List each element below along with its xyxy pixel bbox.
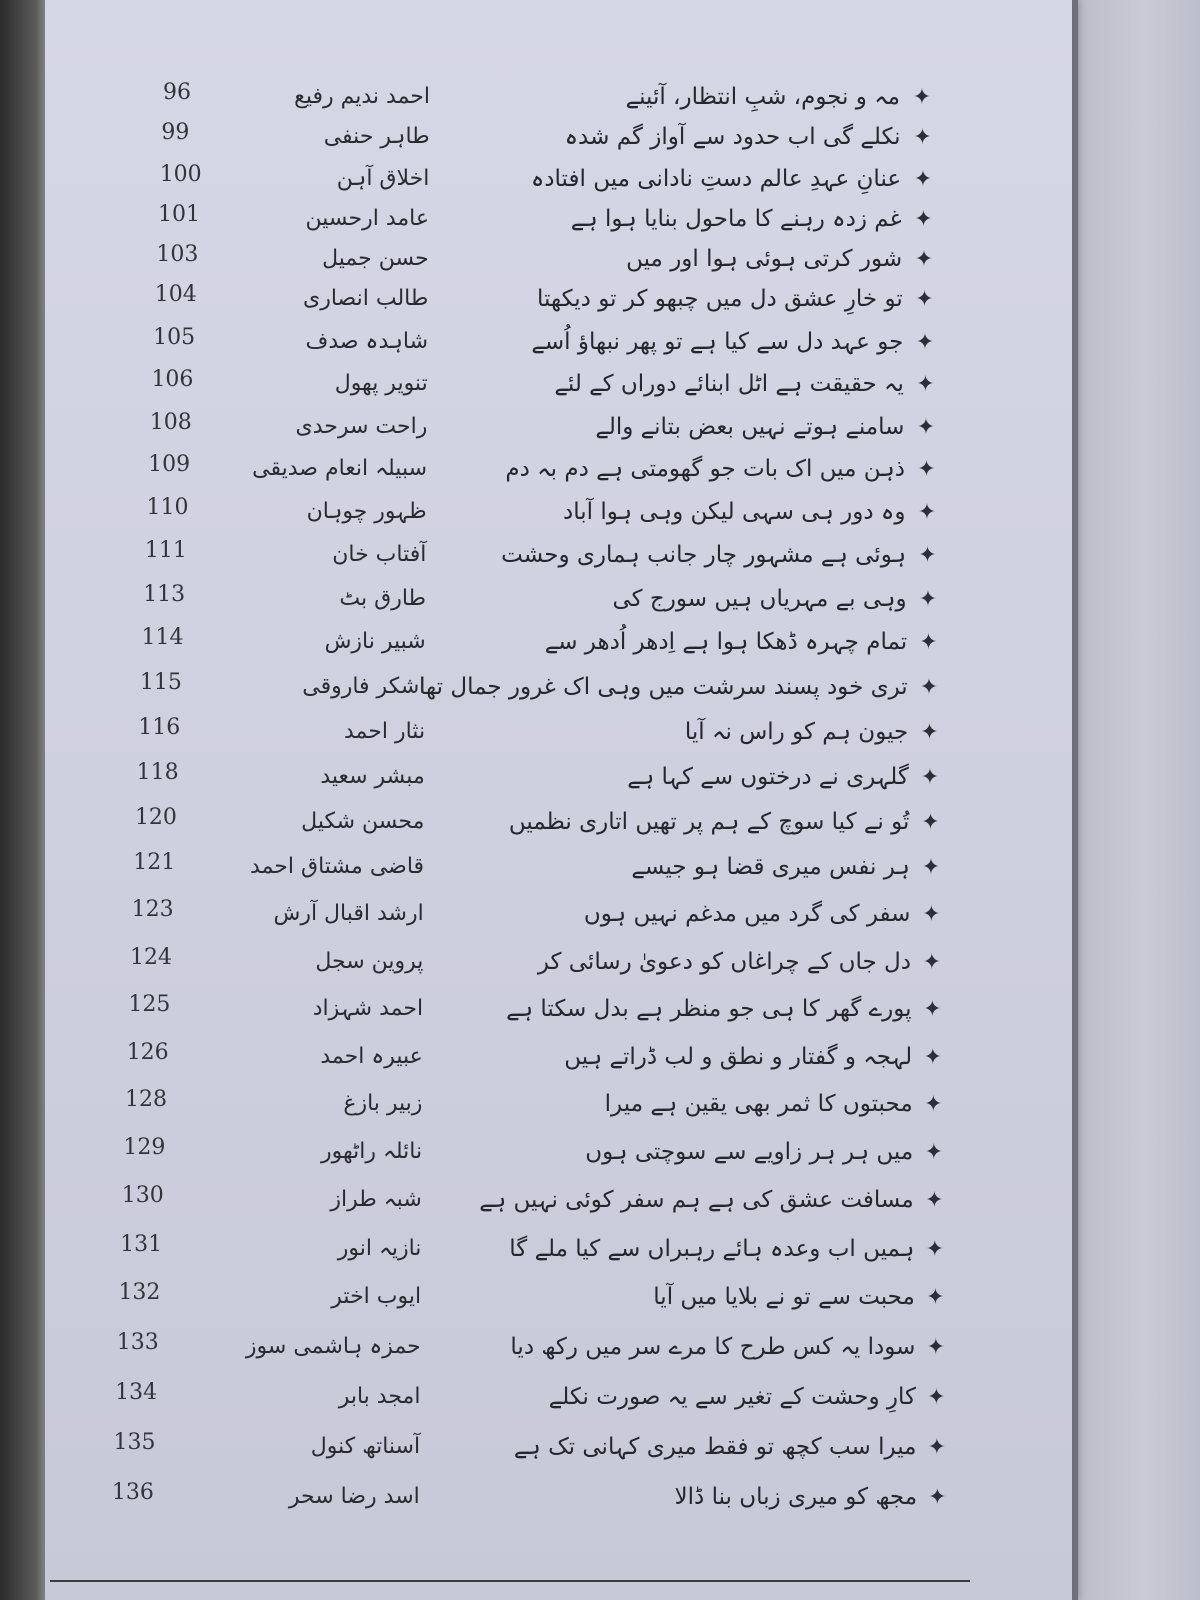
entry-page-number: 116 xyxy=(138,715,181,740)
entry-author: طاہر حنفی xyxy=(323,124,430,149)
entry-author: ارشد اقبال آرش xyxy=(273,901,424,926)
star-bullet-icon: ✦ xyxy=(927,1435,947,1460)
entry-page-number: 96 xyxy=(163,80,191,105)
entry-author: اخلاق آہن xyxy=(336,166,430,191)
toc-entry xyxy=(45,536,1045,580)
star-bullet-icon: ✦ xyxy=(914,247,934,272)
toc-entry xyxy=(45,713,1045,757)
star-bullet-icon: ✦ xyxy=(912,85,932,110)
entry-title: یہ حقیقت ہے اٹل ابنائے دوراں کے لئے xyxy=(554,371,904,397)
toc-entry xyxy=(45,280,1045,324)
entry-page-number: 100 xyxy=(159,162,202,187)
entry-author: شبہ طراز xyxy=(330,1187,422,1212)
entry-author: نثار احمد xyxy=(344,719,426,744)
entry-title: جیون ہم کو راس نہ آیا xyxy=(684,719,909,745)
toc-entry xyxy=(45,1133,1045,1177)
entry-page-number: 111 xyxy=(144,538,187,563)
star-bullet-icon: ✦ xyxy=(917,457,936,482)
entry-title: سفر کی گرد میں مدغم نہیں ہوں xyxy=(583,901,911,927)
entry-page-number: 125 xyxy=(128,992,171,1017)
toc-entry xyxy=(45,623,1045,667)
entry-page-number: 132 xyxy=(118,1280,161,1305)
toc-entry xyxy=(45,758,1045,802)
entry-author: عبیرہ احمد xyxy=(320,1044,423,1069)
star-bullet-icon: ✦ xyxy=(915,330,935,355)
star-bullet-icon: ✦ xyxy=(919,630,938,655)
star-bullet-icon: ✦ xyxy=(917,500,937,525)
star-bullet-icon: ✦ xyxy=(919,675,939,700)
toc-entry xyxy=(45,1328,1045,1372)
toc-entry xyxy=(45,1085,1045,1129)
entry-title: پورے گھر کا ہی جو منظر ہے بدل سکتا ہے xyxy=(506,996,912,1022)
entry-author: نازیہ انور xyxy=(337,1236,422,1261)
star-bullet-icon: ✦ xyxy=(913,125,932,150)
toc-entry xyxy=(45,365,1045,409)
entry-title: غم زدہ رہنے کا ماحول بنایا ہوا ہے xyxy=(570,206,902,232)
entry-author: امجد بابر xyxy=(338,1384,421,1409)
toc-entry xyxy=(45,580,1045,624)
entry-page-number: 121 xyxy=(133,850,176,875)
entry-page-number: 105 xyxy=(153,325,196,350)
entry-author: تنویر پھول xyxy=(334,371,428,396)
entry-title: محبتوں کا ثمر بھی یقین ہے میرا xyxy=(604,1091,913,1117)
toc-entry xyxy=(45,848,1045,892)
star-bullet-icon: ✦ xyxy=(913,167,933,192)
toc-entry xyxy=(45,323,1045,367)
toc-entry xyxy=(45,803,1045,847)
toc-entry xyxy=(45,160,1045,204)
entry-author: اشکر فاروقی xyxy=(302,674,426,699)
entry-page-number: 110 xyxy=(146,495,189,520)
star-bullet-icon: ✦ xyxy=(914,207,933,232)
star-bullet-icon: ✦ xyxy=(925,1237,945,1262)
entry-title: دل جاں کے چراغاں کو دعویٰ رسائی کر xyxy=(537,949,911,975)
entry-page-number: 131 xyxy=(120,1232,163,1257)
toc-entry xyxy=(45,943,1045,987)
entry-page-number: 104 xyxy=(154,282,197,307)
entry-title: گلہری نے درختوں سے کہا ہے xyxy=(627,764,909,790)
bottom-rule xyxy=(50,1580,970,1582)
entry-author: عامد ارحسین xyxy=(305,206,430,231)
entry-page-number: 123 xyxy=(131,897,174,922)
entry-author: احمد ندیم رفیع xyxy=(294,84,430,109)
entry-author: محسن شکیل xyxy=(301,809,425,834)
entry-page-number: 99 xyxy=(161,120,190,145)
star-bullet-icon: ✦ xyxy=(918,543,937,568)
entry-author: شبیر نازش xyxy=(324,629,426,654)
entry-page-number: 103 xyxy=(156,242,199,267)
star-bullet-icon: ✦ xyxy=(915,287,934,312)
entry-page-number: 126 xyxy=(126,1040,169,1065)
entry-page-number: 130 xyxy=(121,1183,164,1208)
entry-author: طارق بٹ xyxy=(339,586,427,611)
entry-page-number: 101 xyxy=(158,202,201,227)
toc-entry xyxy=(45,668,1045,712)
toc-entry xyxy=(45,408,1045,452)
entry-page-number: 109 xyxy=(148,452,191,477)
toc-entry xyxy=(45,1230,1045,1274)
entry-author: حسن جمیل xyxy=(322,246,429,271)
star-bullet-icon: ✦ xyxy=(923,1045,943,1070)
toc-entry xyxy=(45,1038,1045,1082)
toc-entry xyxy=(45,1478,1045,1522)
entry-author: طالب انصاری xyxy=(302,286,429,311)
toc-entry xyxy=(45,118,1045,162)
star-bullet-icon: ✦ xyxy=(920,765,940,790)
entry-author: زبیر بازغ xyxy=(343,1091,423,1116)
entry-title: میرا سب کچھ تو فقط میری کہانی تک ہے xyxy=(513,1434,917,1460)
entry-page-number: 133 xyxy=(116,1330,159,1355)
entry-author: سبیلہ انعام صدیقی xyxy=(252,456,428,481)
entry-title: میں ہر ہر زاویے سے سوچتی ہوں xyxy=(585,1139,914,1165)
entry-author: آفتاب خان xyxy=(332,542,427,567)
entry-page-number: 118 xyxy=(136,760,179,785)
entry-author: ظہور چوہان xyxy=(306,499,427,524)
entry-page-number: 106 xyxy=(151,367,194,392)
book-page xyxy=(45,0,1075,1600)
entry-title: ذہن میں اک بات جو گھومتی ہے دم بہ دم xyxy=(505,456,905,482)
star-bullet-icon: ✦ xyxy=(927,1385,946,1410)
entry-page-number: 124 xyxy=(130,945,172,970)
star-bullet-icon: ✦ xyxy=(922,950,942,975)
entry-title: وہی بے مہریاں ہیں سورج کی xyxy=(612,586,907,612)
toc-entry xyxy=(45,1181,1045,1225)
entry-title: وہ دور ہی سہی لیکن وہی ہوا آباد xyxy=(563,499,906,525)
star-bullet-icon: ✦ xyxy=(928,1485,947,1510)
entry-title: محبت سے تو نے بلایا میں آیا xyxy=(653,1284,915,1310)
toc-entry xyxy=(45,200,1045,244)
entry-page-number: 120 xyxy=(134,805,177,830)
entry-title: جو عہد دل سے کیا ہے تو پھر نبھاؤ اُسے xyxy=(531,329,904,355)
entry-title: تری خود پسند سرشت میں وہی اک غرور جمال تھا xyxy=(419,674,908,700)
star-bullet-icon: ✦ xyxy=(922,902,941,927)
toc-entry xyxy=(45,1378,1045,1422)
entry-page-number: 135 xyxy=(113,1430,156,1455)
entry-page-number: 128 xyxy=(125,1087,168,1112)
entry-page-number: 129 xyxy=(123,1135,166,1160)
entry-author: نائلہ راٹھور xyxy=(320,1139,423,1164)
entry-title: مسافت عشق کی ہے ہم سفر کوئی نہیں ہے xyxy=(479,1187,914,1213)
toc-entry xyxy=(45,895,1045,939)
background-right xyxy=(1060,0,1200,1600)
entry-title: کارِ وحشت کے تغیر سے یہ صورت نکلے xyxy=(548,1384,916,1410)
toc-entry xyxy=(45,450,1045,494)
entry-title: عنانِ عہدِ عالم دستِ نادانی میں افتادہ xyxy=(530,166,902,192)
star-bullet-icon: ✦ xyxy=(924,1140,944,1165)
entry-title: مجھ کو میری زباں بنا ڈالا xyxy=(674,1484,918,1510)
toc-entry xyxy=(45,78,1045,122)
star-bullet-icon: ✦ xyxy=(920,720,939,745)
star-bullet-icon: ✦ xyxy=(926,1335,946,1360)
entry-title: شور کرتی ہوئی ہوا اور میں xyxy=(626,246,903,272)
entry-title: مہ و نجوم، شبِ انتظار، آئینے xyxy=(625,84,900,110)
entry-page-number: 134 xyxy=(115,1380,158,1405)
entry-author: حمزہ ہاشمی سوز xyxy=(245,1334,421,1359)
entry-author: ایوب اختر xyxy=(331,1284,422,1309)
star-bullet-icon: ✦ xyxy=(921,810,940,835)
entry-author: احمد شہزاد xyxy=(312,996,424,1021)
entry-author: مبشر سعید xyxy=(320,764,425,789)
entry-author: راحت سرحدی xyxy=(295,414,428,439)
entry-title: ہوئی ہے مشہور چار جانب ہماری وحشت xyxy=(501,542,907,568)
entry-title: تو خارِ عشق دل میں چبھو کر تو دیکھتا xyxy=(537,286,903,312)
entry-title: ہر نفس میری قضا ہو جیسے xyxy=(631,854,910,880)
toc-entry xyxy=(45,1428,1045,1472)
star-bullet-icon: ✦ xyxy=(924,1092,943,1117)
entry-title: تُو نے کیا سوچ کے ہم پر تھیں اتاری نظمیں xyxy=(508,809,910,835)
toc-entry xyxy=(45,493,1045,537)
entry-title: لہجہ و گفتار و نطق و لب ڈراتے ہیں xyxy=(564,1044,913,1070)
toc-entry xyxy=(45,1278,1045,1322)
entry-page-number: 108 xyxy=(149,410,192,435)
entry-page-number: 114 xyxy=(141,625,184,650)
entry-author: اسد رضا سحر xyxy=(288,1484,420,1509)
entry-page-number: 113 xyxy=(143,582,186,607)
entry-title: تمام چہرہ ڈھکا ہوا ہے اِدھر اُدھر سے xyxy=(544,629,908,655)
entry-title: سودا یہ کس طرح کا مرے سر میں رکھ دیا xyxy=(510,1334,916,1360)
entry-author: قاضی مشتاق احمد xyxy=(250,854,425,879)
entry-page-number: 115 xyxy=(139,670,182,695)
star-bullet-icon: ✦ xyxy=(916,372,935,397)
entry-page-number: 136 xyxy=(111,1480,154,1505)
star-bullet-icon: ✦ xyxy=(926,1285,945,1310)
toc-entry xyxy=(45,240,1045,284)
star-bullet-icon: ✦ xyxy=(921,855,941,880)
entry-author: آسناتھ کنول xyxy=(310,1434,421,1459)
entry-title: نکلے گی اب حدود سے آواز گم شدہ xyxy=(564,124,901,150)
entry-title: ہمیں اب وعدہ ہائے رہبراں سے کیا ملے گا xyxy=(509,1236,915,1262)
page-edge xyxy=(1072,0,1078,1600)
star-bullet-icon: ✦ xyxy=(925,1188,944,1213)
entry-title: سامنے ہوتے نہیں بعض بتانے والے xyxy=(595,414,905,440)
star-bullet-icon: ✦ xyxy=(923,997,942,1022)
star-bullet-icon: ✦ xyxy=(916,415,936,440)
entry-author: پروین سجل xyxy=(315,949,424,974)
entry-author: شاہدہ صدف xyxy=(305,329,429,354)
star-bullet-icon: ✦ xyxy=(918,587,938,612)
toc-entry xyxy=(45,990,1045,1034)
